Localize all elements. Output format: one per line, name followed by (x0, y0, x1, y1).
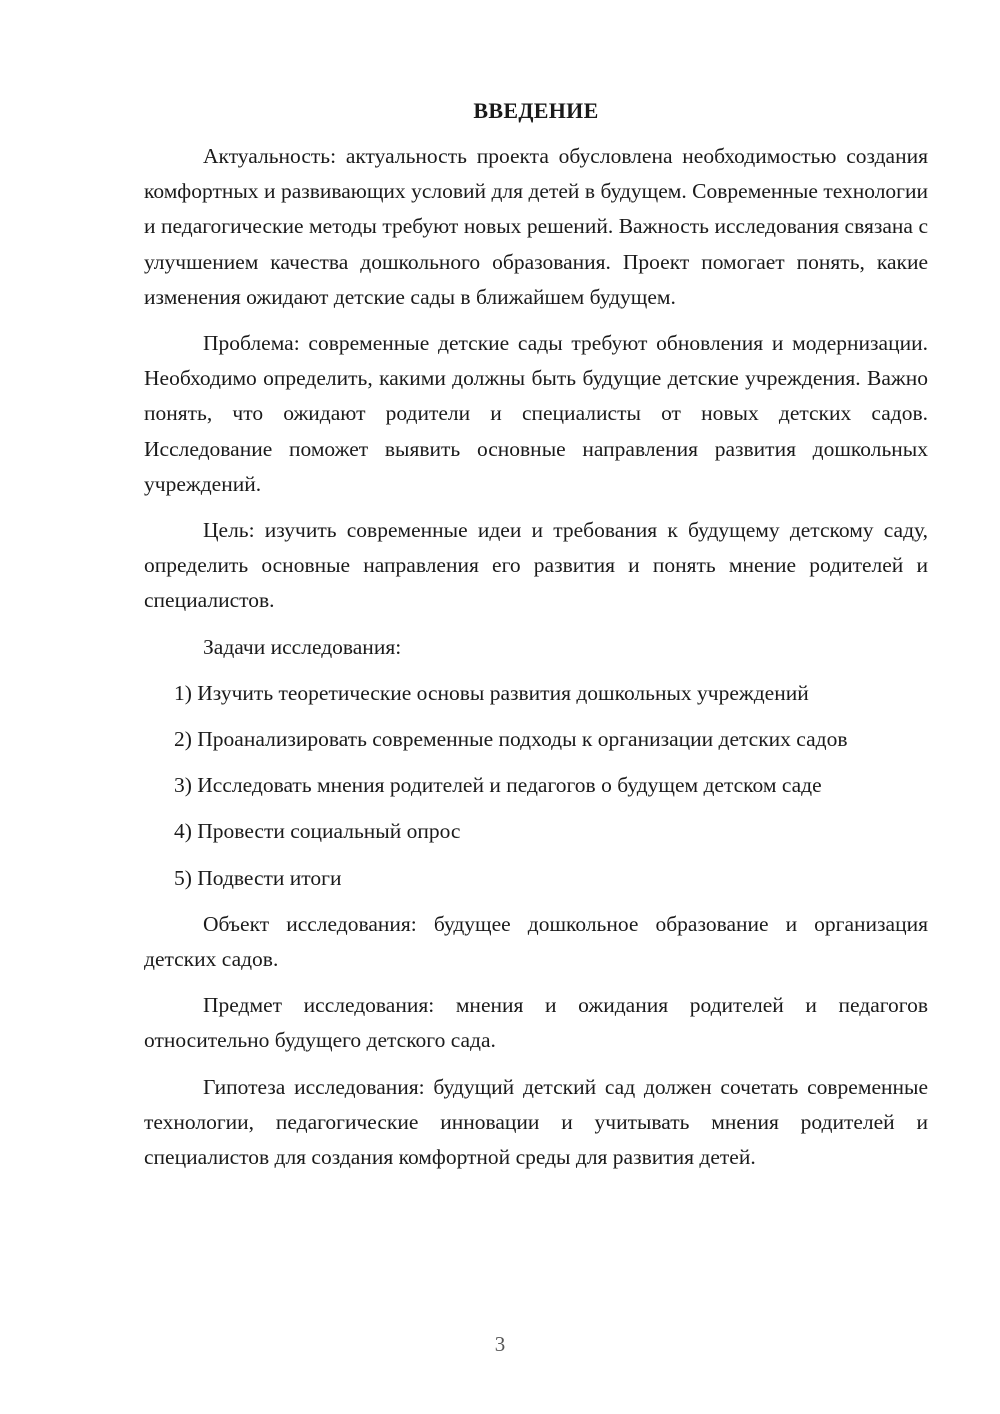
task-item-5: 5) Подвести итоги (174, 865, 342, 890)
document-page (144, 95, 928, 1186)
task-item-4: 4) Провести социальный опрос (174, 819, 461, 844)
task-item-1: 1) Изучить теоретические основы развития дошкольных учреждений (174, 680, 809, 705)
page-number: 3 (494, 1332, 506, 1356)
paragraph-object: Объект исследования: будущее дошкольное образование и организация детских садов. (144, 911, 928, 972)
paragraph-goal: Цель: изучить современные идеи и требования к будущему детскому саду, определить основные направления его развития и понять мнение родителей и специалистов. (144, 518, 928, 613)
paragraph-hypothesis: Гипотеза исследования: будущий детский сад должен сочетать современные технологии, педагогические инновации и учитывать мнения родителей и специалистов для создания комфортной среды для развития детей. (144, 1074, 928, 1170)
paragraph-subject: Предмет исследования: мнения и ожидания родителей и педагогов относительно будущего детского сада. (144, 993, 928, 1053)
task-item-3: 3) Исследовать мнения родителей и педагогов о будущем детском саде (174, 773, 822, 798)
paragraph-relevance: Актуальность: актуальность проекта обусловлена необходимостью создания комфортных и развивающих условий для детей в будущем. Современные технологии и педагогические методы требуют новых решений. Важность исследования связана с улучшением качества дошкольного образования. Проект помогает понять, какие изменения ожидают детские сады в ближайшем будущем. (144, 144, 928, 309)
paragraph-problem: Проблема: современные детские сады требуют обновления и модернизации. Необходимо определить, какими должны быть будущие детские учреждения. Важно понять, что ожидают родители и специалисты от новых детских садов. Исследование поможет выявить основные направления развития дошкольных учреждений. (144, 331, 928, 496)
page-title: ВВЕДЕНИЕ (473, 98, 599, 123)
task-item-2: 2) Проанализировать современные подходы к организации детских садов (174, 727, 848, 752)
tasks-heading: Задачи исследования: (203, 634, 402, 659)
